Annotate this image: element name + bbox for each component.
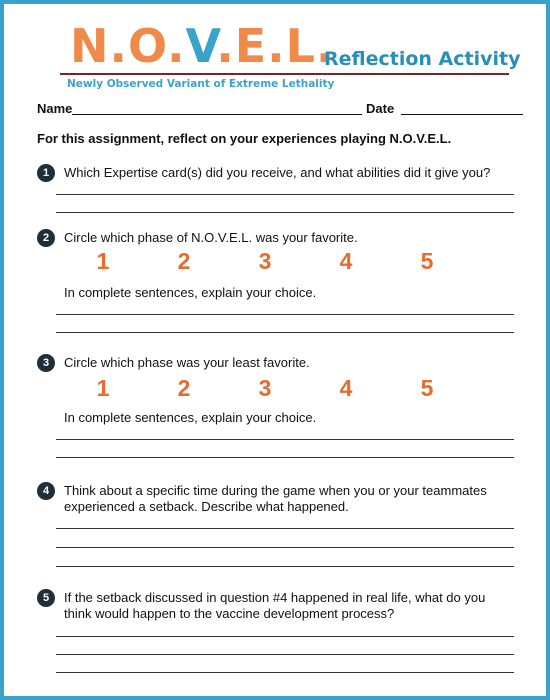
explain-prompt: In complete sentences, explain your choice.: [64, 285, 317, 300]
answer-line[interactable]: [56, 672, 514, 673]
phase-choice-3[interactable]: 3: [258, 375, 272, 401]
question-text: Which Expertise card(s) did you receive, and what abilities did it give you?: [64, 165, 491, 180]
name-blank[interactable]: [72, 114, 362, 115]
question-number-badge: 3: [37, 354, 55, 372]
logo-text-end: .E.L.: [216, 19, 335, 73]
question-number-badge: 4: [37, 482, 55, 500]
answer-line[interactable]: [56, 194, 514, 195]
phase-choice-5[interactable]: 5: [420, 248, 434, 274]
answer-line[interactable]: [56, 457, 514, 458]
date-label: Date: [366, 101, 395, 116]
answer-line[interactable]: [56, 547, 514, 548]
answer-line[interactable]: [56, 654, 514, 655]
phase-choices: [86, 375, 456, 401]
instructions: For this assignment, reflect on your experiences playing N.O.V.E.L.: [37, 131, 452, 146]
page-title: Reflection Activity: [324, 48, 521, 70]
question-text: Circle which phase was your least favorite.: [64, 355, 310, 370]
answer-line[interactable]: [56, 528, 514, 529]
answer-line[interactable]: [56, 212, 514, 213]
answer-line[interactable]: [56, 636, 514, 637]
phase-choices: [86, 248, 456, 274]
answer-line[interactable]: [56, 314, 514, 315]
header-divider: [60, 73, 509, 75]
phase-choice-4[interactable]: 4: [339, 375, 353, 401]
answer-line[interactable]: [56, 332, 514, 333]
phase-choice-4[interactable]: 4: [339, 248, 353, 274]
logo-subtitle: Newly Observed Variant of Extreme Lethality: [67, 78, 335, 90]
name-label: Name: [37, 101, 73, 116]
logo-text-start: N.O.: [70, 19, 186, 73]
explain-prompt: In complete sentences, explain your choice.: [64, 410, 317, 425]
question-number-badge: 1: [37, 164, 55, 182]
logo-text-v: V: [185, 19, 217, 73]
answer-line[interactable]: [56, 566, 514, 567]
phase-choice-2[interactable]: 2: [177, 375, 191, 401]
date-blank[interactable]: [401, 114, 523, 115]
question-text: Circle which phase of N.O.V.E.L. was your favorite.: [64, 230, 358, 245]
question-number-badge: 5: [37, 589, 55, 607]
answer-line[interactable]: [56, 439, 514, 440]
question-text: Think about a specific time during the game when you or your teammates experienced a setback. Describe what happened.: [64, 483, 487, 514]
phase-choice-1[interactable]: 1: [96, 248, 110, 274]
phase-choice-3[interactable]: 3: [258, 248, 272, 274]
phase-choice-2[interactable]: 2: [177, 248, 191, 274]
phase-choice-5[interactable]: 5: [420, 375, 434, 401]
novel-logo: [70, 18, 334, 74]
question-number-badge: 2: [37, 229, 55, 247]
question-text: If the setback discussed in question #4 happened in real life, what do you think would happen to the vaccine development process?: [64, 590, 486, 621]
phase-choice-1[interactable]: 1: [96, 375, 110, 401]
